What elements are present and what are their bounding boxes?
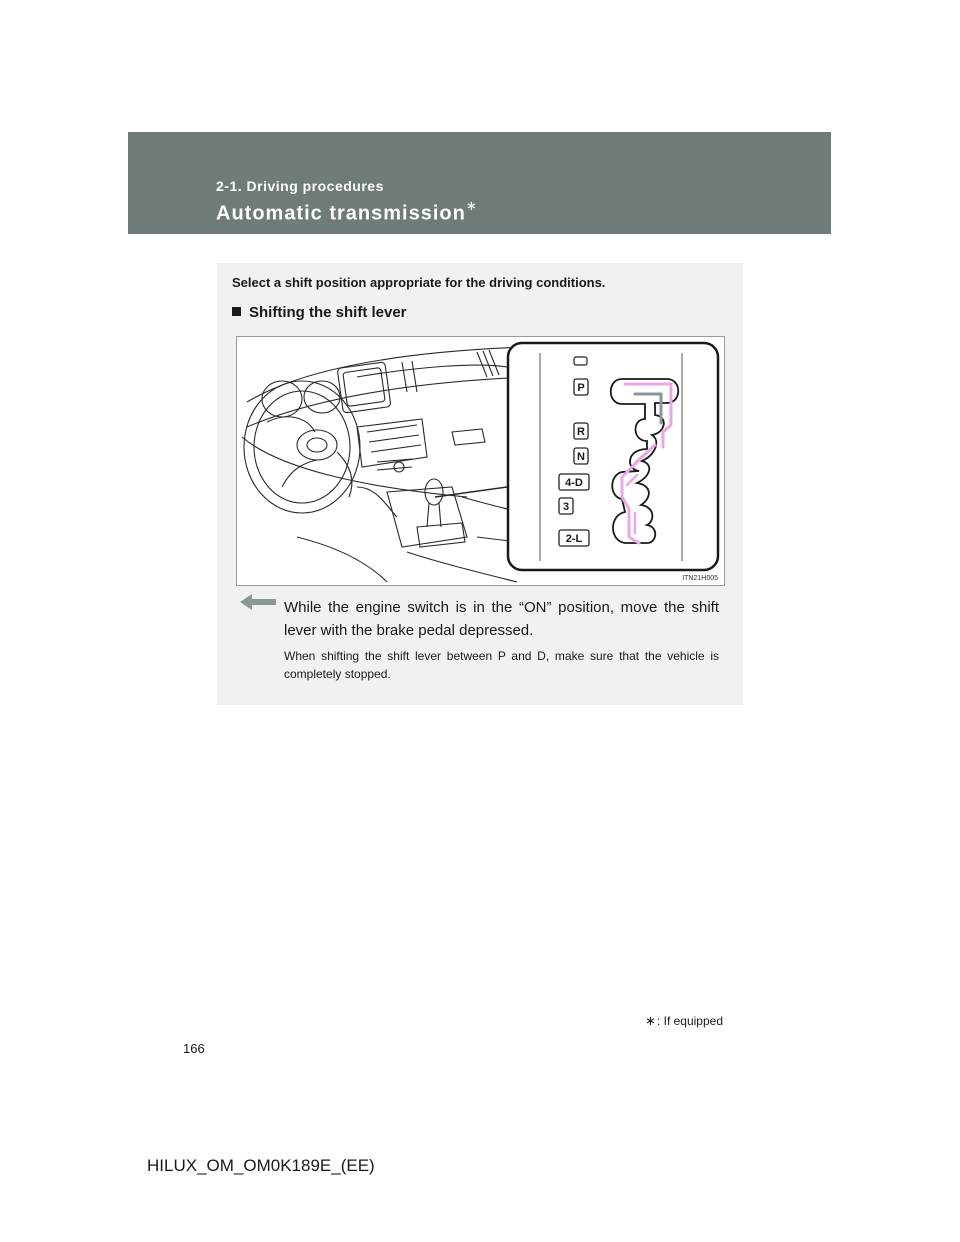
footnote-text: : If equipped	[656, 1014, 723, 1028]
left-arrow-icon	[238, 592, 278, 612]
gate-label-2l: 2-L	[565, 533, 583, 545]
gate-label-n: N	[577, 451, 585, 463]
page-number: 166	[183, 1041, 205, 1056]
section-label: 2-1. Driving procedures	[216, 178, 384, 194]
shift-lever-figure	[236, 336, 725, 586]
footnote-mark: ∗	[645, 1013, 656, 1028]
footnote	[645, 1013, 723, 1029]
callout-line	[435, 487, 507, 497]
page-title	[216, 200, 478, 226]
page-title-text: Automatic transmission	[216, 202, 466, 225]
section-header	[128, 132, 831, 234]
shift-lever-illustration	[237, 337, 724, 585]
intro-text: Select a shift position appropriate for the driving conditions.	[232, 275, 606, 290]
square-bullet-icon	[232, 307, 241, 316]
gate-label-p: P	[577, 382, 585, 394]
subheading	[232, 304, 407, 321]
equipment-mark: ∗	[465, 198, 478, 213]
gate-label-r: R	[577, 426, 585, 438]
document-id: HILUX_OM_OM0K189E_(EE)	[147, 1156, 375, 1175]
gate-label-3: 3	[562, 501, 570, 513]
note-text: When shifting the shift lever between P and D, make sure that the vehicle is completely stopped.	[284, 649, 719, 681]
gate-label-4d: 4-D	[565, 477, 583, 489]
content-panel	[217, 263, 743, 705]
figure-code: ITN21H005	[682, 575, 718, 582]
instruction-text: While the engine switch is in the “ON” position, move the shift lever with the brake pedal depressed.	[284, 599, 719, 639]
subheading-text: Shifting the shift lever	[249, 304, 407, 321]
